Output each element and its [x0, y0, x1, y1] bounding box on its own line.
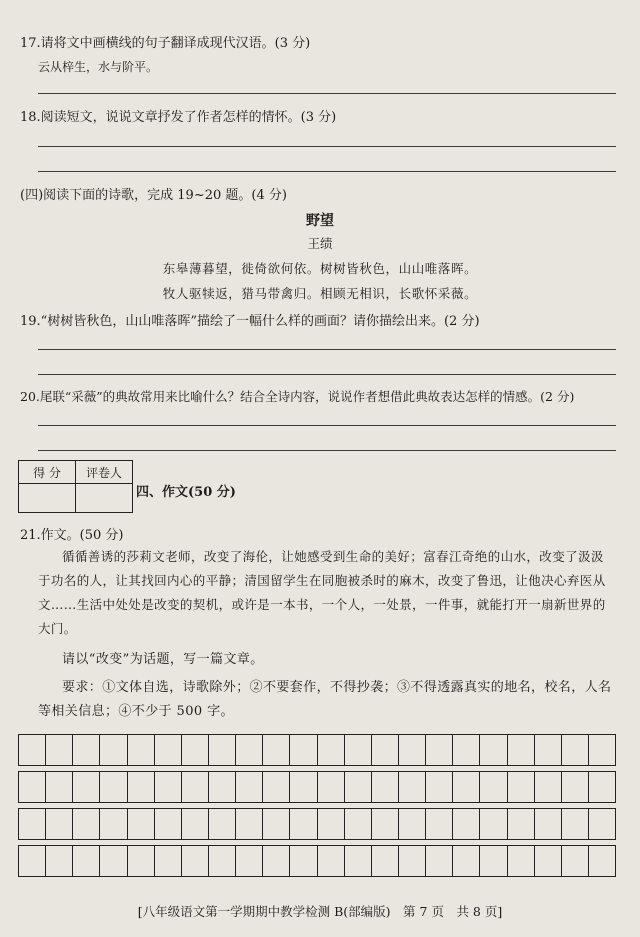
grid-cell[interactable]	[73, 735, 100, 765]
grid-cell[interactable]	[155, 846, 182, 876]
grid-cell[interactable]	[318, 809, 345, 839]
writing-grid-row[interactable]	[18, 845, 616, 877]
grid-cell[interactable]	[508, 809, 535, 839]
grid-cell[interactable]	[73, 809, 100, 839]
grid-cell[interactable]	[263, 735, 290, 765]
essay-requirements: 要求：①文体自选，诗歌除外；②不要套作，不得抄袭；③不得透露真实的地名，校名，人名等相关信息；④不少于 500 字。	[38, 680, 612, 719]
answer-line-18-1[interactable]	[38, 146, 616, 147]
grid-cell[interactable]	[508, 772, 535, 802]
answer-line-18-2[interactable]	[38, 171, 616, 172]
grid-cell[interactable]	[128, 772, 155, 802]
grid-cell[interactable]	[182, 846, 209, 876]
grid-cell[interactable]	[46, 735, 73, 765]
grid-cell[interactable]	[453, 772, 480, 802]
question-17-prompt: 17.请将文中画横线的句子翻译成现代汉语。(3 分)	[20, 36, 311, 51]
grid-cell[interactable]	[372, 772, 399, 802]
answer-line-19-2[interactable]	[38, 374, 616, 375]
grid-cell[interactable]	[562, 772, 589, 802]
grid-cell[interactable]	[100, 809, 127, 839]
grid-cell[interactable]	[19, 735, 46, 765]
grid-cell[interactable]	[426, 772, 453, 802]
answer-line-17[interactable]	[38, 93, 616, 94]
grid-cell[interactable]	[182, 772, 209, 802]
grid-cell[interactable]	[372, 735, 399, 765]
grid-cell[interactable]	[480, 846, 507, 876]
grid-cell[interactable]	[128, 809, 155, 839]
grid-cell[interactable]	[209, 772, 236, 802]
section-5-header: 四、作文(50 分)	[136, 485, 236, 500]
answer-line-20-1[interactable]	[38, 425, 616, 426]
grid-cell[interactable]	[19, 772, 46, 802]
poem-line-2: 牧人驱犊返，猎马带禽归。相顾无相识，长歌怀采薇。	[162, 286, 478, 301]
grid-cell[interactable]	[263, 809, 290, 839]
grid-cell[interactable]	[535, 809, 562, 839]
grid-cell[interactable]	[209, 809, 236, 839]
question-18-prompt: 18.阅读短文，说说文章抒发了作者怎样的情怀。(3 分)	[20, 110, 337, 125]
grid-cell[interactable]	[155, 809, 182, 839]
grid-cell[interactable]	[480, 772, 507, 802]
grid-cell[interactable]	[453, 735, 480, 765]
grid-cell[interactable]	[263, 772, 290, 802]
grid-cell[interactable]	[236, 772, 263, 802]
grid-cell[interactable]	[155, 772, 182, 802]
page-footer: [八年级语文第一学期期中教学检测 B(部编版) 第 7 页 共 8 页]	[137, 904, 503, 919]
grid-cell[interactable]	[480, 735, 507, 765]
grid-cell[interactable]	[209, 735, 236, 765]
grid-cell[interactable]	[155, 735, 182, 765]
grid-cell[interactable]	[535, 846, 562, 876]
grid-cell[interactable]	[589, 735, 615, 765]
grid-cell[interactable]	[535, 735, 562, 765]
grid-cell[interactable]	[345, 772, 372, 802]
grid-cell[interactable]	[426, 809, 453, 839]
grid-cell[interactable]	[182, 809, 209, 839]
poem-author: 王绩	[307, 236, 333, 251]
grid-cell[interactable]	[290, 846, 317, 876]
grid-cell[interactable]	[589, 772, 615, 802]
grid-cell[interactable]	[128, 846, 155, 876]
grid-cell[interactable]	[290, 735, 317, 765]
grid-cell[interactable]	[318, 846, 345, 876]
grid-cell[interactable]	[480, 809, 507, 839]
grid-cell[interactable]	[508, 735, 535, 765]
grid-cell[interactable]	[399, 735, 426, 765]
grid-cell[interactable]	[290, 809, 317, 839]
grid-cell[interactable]	[372, 809, 399, 839]
grid-cell[interactable]	[318, 772, 345, 802]
grader-field[interactable]	[76, 484, 133, 513]
grid-cell[interactable]	[19, 846, 46, 876]
grid-cell[interactable]	[100, 772, 127, 802]
grid-cell[interactable]	[345, 735, 372, 765]
score-field[interactable]	[19, 484, 76, 513]
section-4-header: (四)阅读下面的诗歌，完成 19~20 题。(4 分)	[20, 188, 287, 203]
grid-cell[interactable]	[263, 846, 290, 876]
grid-cell[interactable]	[562, 809, 589, 839]
grid-cell[interactable]	[19, 809, 46, 839]
grid-cell[interactable]	[399, 772, 426, 802]
grid-cell[interactable]	[209, 846, 236, 876]
poem-line-1: 东皋薄暮望，徙倚欲何依。树树皆秋色，山山唯落晖。	[162, 261, 478, 276]
grid-cell[interactable]	[562, 735, 589, 765]
grader-label: 评卷人	[76, 461, 133, 484]
grid-cell[interactable]	[100, 735, 127, 765]
grid-cell[interactable]	[128, 735, 155, 765]
grid-cell[interactable]	[562, 846, 589, 876]
question-17-sentence: 云从梓生，水与阶平。	[38, 60, 159, 74]
grid-cell[interactable]	[100, 846, 127, 876]
grid-cell[interactable]	[236, 846, 263, 876]
grid-cell[interactable]	[46, 846, 73, 876]
grid-cell[interactable]	[453, 809, 480, 839]
grid-cell[interactable]	[182, 735, 209, 765]
grid-cell[interactable]	[345, 809, 372, 839]
grid-cell[interactable]	[453, 846, 480, 876]
grid-cell[interactable]	[372, 846, 399, 876]
grid-cell[interactable]	[73, 846, 100, 876]
grid-cell[interactable]	[508, 846, 535, 876]
grid-cell[interactable]	[589, 809, 615, 839]
essay-topic: 请以“改变”为话题，写一篇文章。	[62, 652, 264, 667]
answer-line-20-2[interactable]	[38, 450, 616, 451]
grid-cell[interactable]	[426, 735, 453, 765]
answer-line-19-1[interactable]	[38, 349, 616, 350]
question-19-prompt: 19.“树树皆秋色，山山唯落晖”描绘了一幅什么样的画面？请你描绘出来。(2 分)	[20, 314, 480, 329]
grid-cell[interactable]	[426, 846, 453, 876]
grid-cell[interactable]	[290, 772, 317, 802]
grid-cell[interactable]	[399, 809, 426, 839]
poem-title: 野望	[306, 213, 334, 229]
grid-cell[interactable]	[318, 735, 345, 765]
grid-cell[interactable]	[399, 846, 426, 876]
grid-cell[interactable]	[46, 772, 73, 802]
grid-cell[interactable]	[236, 735, 263, 765]
question-21-prompt: 21.作文。(50 分)	[20, 528, 124, 543]
question-20-prompt: 20.尾联“采薇”的典故常用来比喻什么？结合全诗内容，说说作者想借此典故表达怎样的情感。(2 分)	[20, 389, 575, 404]
score-label: 得 分	[19, 461, 76, 484]
grid-cell[interactable]	[535, 772, 562, 802]
writing-grid-row[interactable]	[18, 771, 616, 803]
grid-cell[interactable]	[46, 809, 73, 839]
writing-grid-row[interactable]	[18, 734, 616, 766]
writing-grid-row[interactable]	[18, 808, 616, 840]
score-box	[18, 460, 133, 513]
grid-cell[interactable]	[236, 809, 263, 839]
grid-cell[interactable]	[345, 846, 372, 876]
grid-cell[interactable]	[589, 846, 615, 876]
essay-material: 循循善诱的莎莉文老师，改变了海伦，让她感受到生命的美好；富春江奇绝的山水，改变了汲汲于功名的人，让其找回内心的平静；清国留学生在同胞被杀时的麻木，改变了鲁迅，让他决心弃医从文……生活中处处是改变的契机，或许是一本书，一个人，一处景，一件事，就能打开一扇新世界的大门。	[38, 549, 606, 636]
grid-cell[interactable]	[73, 772, 100, 802]
